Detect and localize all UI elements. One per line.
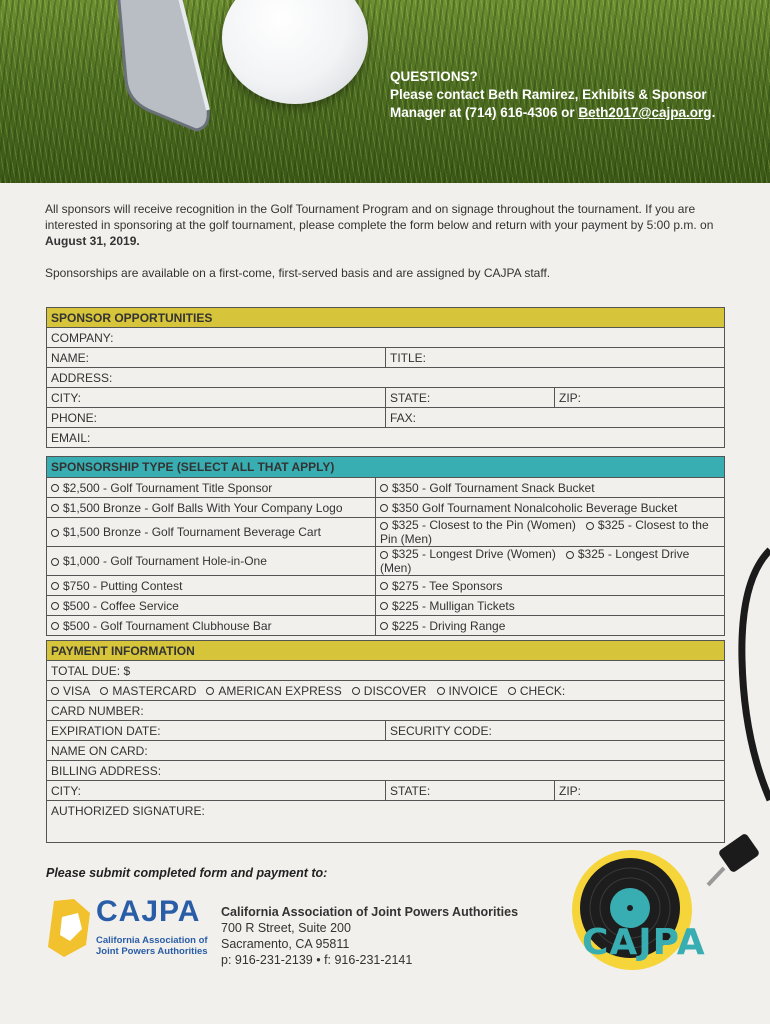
deadline: August 31, 2019. — [45, 234, 140, 248]
seal-logo-icon — [44, 895, 94, 961]
street: 700 R Street, Suite 200 — [221, 921, 351, 935]
payment-state-field[interactable]: STATE: — [386, 781, 555, 801]
golf-club-icon — [108, 0, 228, 140]
cajpa-logo — [44, 895, 214, 961]
sponsorship-type-table — [46, 456, 725, 636]
name-field[interactable]: NAME: — [47, 348, 386, 368]
radio-circle-icon[interactable] — [100, 687, 108, 695]
intro-text — [45, 201, 730, 297]
sponsorship-option[interactable]: $500 - Coffee Service — [47, 596, 376, 616]
sponsorship-option[interactable]: $500 - Golf Tournament Clubhouse Bar — [47, 616, 376, 636]
expiration-date-field[interactable]: EXPIRATION DATE: — [47, 721, 386, 741]
radio-circle-icon[interactable] — [51, 602, 59, 610]
phone-fax: p: 916-231-2139 • f: 916-231-2141 — [221, 953, 413, 967]
sponsorship-option[interactable]: $2,500 - Golf Tournament Title Sponsor — [47, 478, 376, 498]
sponsorship-type-header: SPONSORSHIP TYPE (SELECT ALL THAT APPLY) — [47, 457, 725, 478]
radio-circle-icon[interactable] — [51, 622, 59, 630]
submit-instruction: Please submit completed form and payment to: — [46, 866, 328, 880]
radio-circle-icon[interactable] — [437, 687, 445, 695]
total-due-field[interactable]: TOTAL DUE: $ — [47, 661, 725, 681]
payment-methods — [47, 681, 725, 701]
sponsor-opportunities-table — [46, 307, 725, 448]
org-name: California Association of Joint Powers Authorities — [221, 905, 519, 919]
sponsorship-option[interactable]: $325 - Longest Drive (Women) $325 - Longest Drive (Men) — [376, 547, 725, 576]
sponsorship-option[interactable]: $350 Golf Tournament Nonalcoholic Beverage Bucket — [376, 498, 725, 518]
city-field[interactable]: CITY: — [47, 388, 386, 408]
mailing-address — [221, 904, 518, 968]
sponsorship-option[interactable]: $350 - Golf Tournament Snack Bucket — [376, 478, 725, 498]
method-visa[interactable]: VISA — [63, 683, 91, 698]
fax-field[interactable]: FAX: — [386, 408, 725, 428]
radio-circle-icon[interactable] — [380, 484, 388, 492]
questions-line: Please contact Beth Ramirez, Exhibits & Sponsor — [390, 87, 707, 102]
sponsorship-option[interactable]: $750 - Putting Contest — [47, 576, 376, 596]
logo-tagline: California Association of Joint Powers Authorities — [96, 935, 208, 957]
email-field[interactable]: EMAIL: — [47, 428, 725, 448]
payment-information-table — [46, 640, 725, 843]
radio-circle-icon[interactable] — [380, 522, 388, 530]
radio-circle-icon[interactable] — [380, 504, 388, 512]
email-link[interactable]: Beth2017@cajpa.org — [578, 105, 712, 120]
method-mastercard[interactable]: MASTERCARD — [112, 683, 197, 698]
title-field[interactable]: TITLE: — [386, 348, 725, 368]
payment-information-header: PAYMENT INFORMATION — [47, 641, 725, 661]
radio-circle-icon[interactable] — [566, 551, 574, 559]
payment-city-field[interactable]: CITY: — [47, 781, 386, 801]
questions-box — [390, 68, 750, 122]
radio-circle-icon[interactable] — [51, 687, 59, 695]
card-number-field[interactable]: CARD NUMBER: — [47, 701, 725, 721]
radio-circle-icon[interactable] — [380, 551, 388, 559]
questions-contact: Manager at (714) 616-4306 or Beth2017@cajpa.org. — [390, 105, 716, 120]
company-field[interactable]: COMPANY: — [47, 328, 725, 348]
golf-ball-icon — [222, 0, 368, 104]
state-field[interactable]: STATE: — [386, 388, 555, 408]
sponsorship-option[interactable]: $1,500 Bronze - Golf Tournament Beverage Cart — [47, 518, 376, 547]
sponsorship-option[interactable]: $1,000 - Golf Tournament Hole-in-One — [47, 547, 376, 576]
record-logo — [560, 848, 706, 978]
sponsorship-option[interactable]: $225 - Mulligan Tickets — [376, 596, 725, 616]
sponsorship-option[interactable]: $275 - Tee Sponsors — [376, 576, 725, 596]
availability-paragraph: Sponsorships are available on a first-come, first-served basis and are assigned by CAJPA staff. — [45, 266, 551, 280]
address-field[interactable]: ADDRESS: — [47, 368, 725, 388]
phone-field[interactable]: PHONE: — [47, 408, 386, 428]
radio-circle-icon[interactable] — [206, 687, 214, 695]
intro-paragraph: All sponsors will receive recognition in the Golf Tournament Program and on signage throughout the tournament. If you are interested in sponsoring at the golf tournament, please complete the form below and return with your payment by 5:00 p.m. on August 31, 2019. — [45, 202, 714, 248]
radio-circle-icon[interactable] — [380, 602, 388, 610]
sponsorship-option[interactable]: $225 - Driving Range — [376, 616, 725, 636]
radio-circle-icon[interactable] — [51, 504, 59, 512]
radio-circle-icon[interactable] — [51, 529, 59, 537]
radio-circle-icon[interactable] — [51, 582, 59, 590]
city-state-zip: Sacramento, CA 95811 — [221, 937, 350, 951]
radio-circle-icon[interactable] — [51, 558, 59, 566]
billing-address-field[interactable]: BILLING ADDRESS: — [47, 761, 725, 781]
method-discover[interactable]: DISCOVER — [363, 683, 427, 698]
method-invoice[interactable]: INVOICE — [448, 683, 498, 698]
logo-wordmark: CAJPA — [96, 895, 201, 928]
hero-banner — [0, 0, 770, 183]
radio-circle-icon[interactable] — [586, 522, 594, 530]
cable-decoration — [700, 540, 770, 900]
record-wordmark: CAJPA — [582, 922, 706, 963]
security-code-field[interactable]: SECURITY CODE: — [386, 721, 725, 741]
questions-heading: QUESTIONS? — [390, 69, 478, 84]
signature-field[interactable]: AUTHORIZED SIGNATURE: — [47, 801, 725, 843]
sponsor-opportunities-header: SPONSOR OPPORTUNITIES — [47, 308, 725, 328]
name-on-card-field[interactable]: NAME ON CARD: — [47, 741, 725, 761]
radio-circle-icon[interactable] — [380, 582, 388, 590]
sponsorship-option[interactable]: $1,500 Bronze - Golf Balls With Your Company Logo — [47, 498, 376, 518]
radio-circle-icon[interactable] — [51, 484, 59, 492]
radio-circle-icon[interactable] — [352, 687, 360, 695]
method-check[interactable]: CHECK: — [519, 683, 566, 698]
payment-zip-field[interactable]: ZIP: — [555, 781, 725, 801]
radio-circle-icon[interactable] — [380, 622, 388, 630]
zip-field[interactable]: ZIP: — [555, 388, 725, 408]
radio-circle-icon[interactable] — [508, 687, 516, 695]
method-amex[interactable]: AMERICAN EXPRESS — [218, 683, 342, 698]
sponsorship-option[interactable]: $325 - Closest to the Pin (Women) $325 - Closest to the Pin (Men) — [376, 518, 725, 547]
